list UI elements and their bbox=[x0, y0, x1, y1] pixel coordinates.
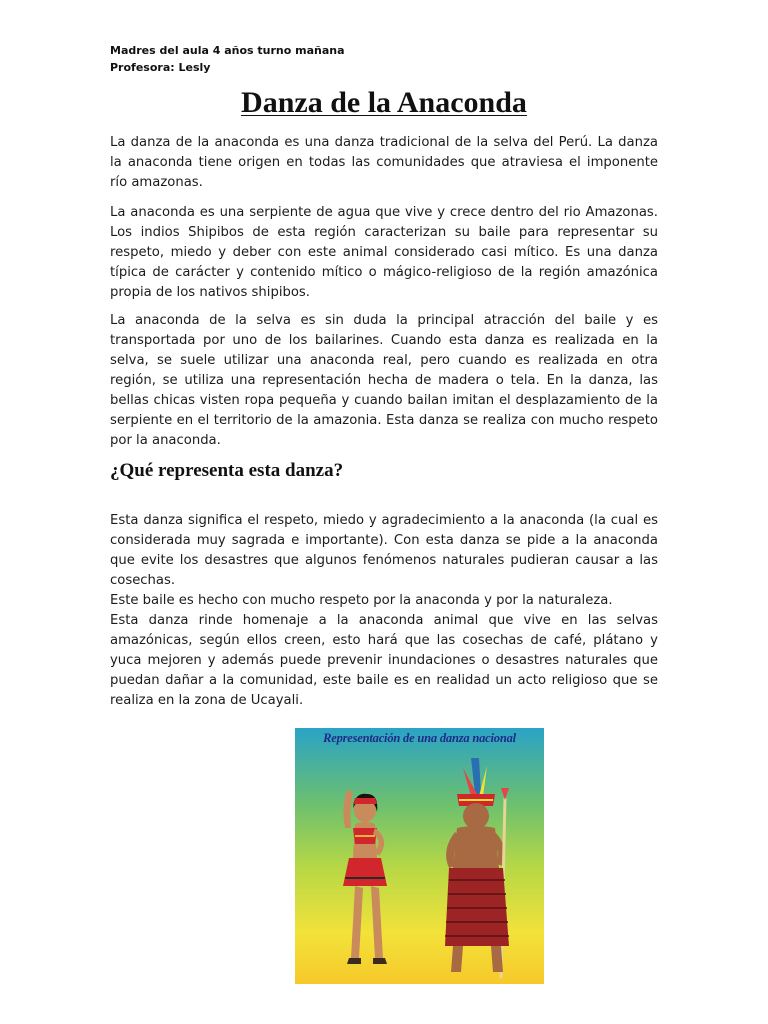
page-title: Danza de la Anaconda bbox=[241, 86, 527, 119]
paragraph-dance: La anaconda de la selva es sin duda la principal atracción del baile y es transportada por uno de los bailarines. Cuando esta danza es realizada en la selva, se suele utilizar una anaconda real, pero cuando es realizada en otra región, se utiliza una representación hecha de madera o tela. En la danza, las bellas chicas visten ropa pequeña y cuando bailan imitan el desplazamiento de la serpiente en el territorio de la amazonia. Esta danza se realiza con mucho respeto por la anaconda. bbox=[110, 313, 658, 448]
paragraph-origin: La danza de la anaconda es una danza tradicional de la selva del Perú. La danza la anaconda tiene origen en todas las comunidades que atraviesa el imponente río amazonas. bbox=[110, 135, 658, 190]
poster-caption: Representación de una danza nacional bbox=[323, 731, 516, 745]
section-heading: ¿Qué representa esta danza? bbox=[110, 460, 344, 481]
dance-poster-image bbox=[295, 728, 544, 984]
dancers-illustration bbox=[295, 728, 544, 984]
paragraph-anaconda: La anaconda es una serpiente de agua que vive y crece dentro del rio Amazonas. Los indios Shipibos de esta región caracterizan su baile para representar su respeto, miedo y deber con este animal considerado casi mítico. Es una danza típica de carácter y contenido mítico o mágico-religioso de la región amazónica propia de los nativos shipibos. bbox=[110, 205, 658, 300]
female-dancer-figure bbox=[343, 790, 387, 964]
paragraph-respect: Este baile es hecho con mucho respeto por la anaconda y por la naturaleza. bbox=[110, 593, 613, 608]
header-classroom: Madres del aula 4 años turno mañana bbox=[110, 44, 345, 57]
header-teacher: Profesora: Lesly bbox=[110, 61, 211, 74]
paragraph-homage: Esta danza rinde homenaje a la anaconda animal que vive en las selvas amazónicas, según ellos creen, esto hará que las cosechas de café, plátano y yuca mejoren y además puede prevenir inundaciones o desastres naturales que puedan dañar a la comunidad, este baile es en realidad un acto religioso que se realiza en la zona de Ucayali. bbox=[110, 613, 658, 708]
male-dancer-figure bbox=[445, 758, 509, 978]
paragraph-meaning: Esta danza significa el respeto, miedo y agradecimiento a la anaconda (la cual es considerada muy sagrada e importante). Con esta danza se pide a la anaconda que evite los desastres que algunos fenómenos naturales pudieran causar a las cosechas. bbox=[110, 513, 658, 588]
